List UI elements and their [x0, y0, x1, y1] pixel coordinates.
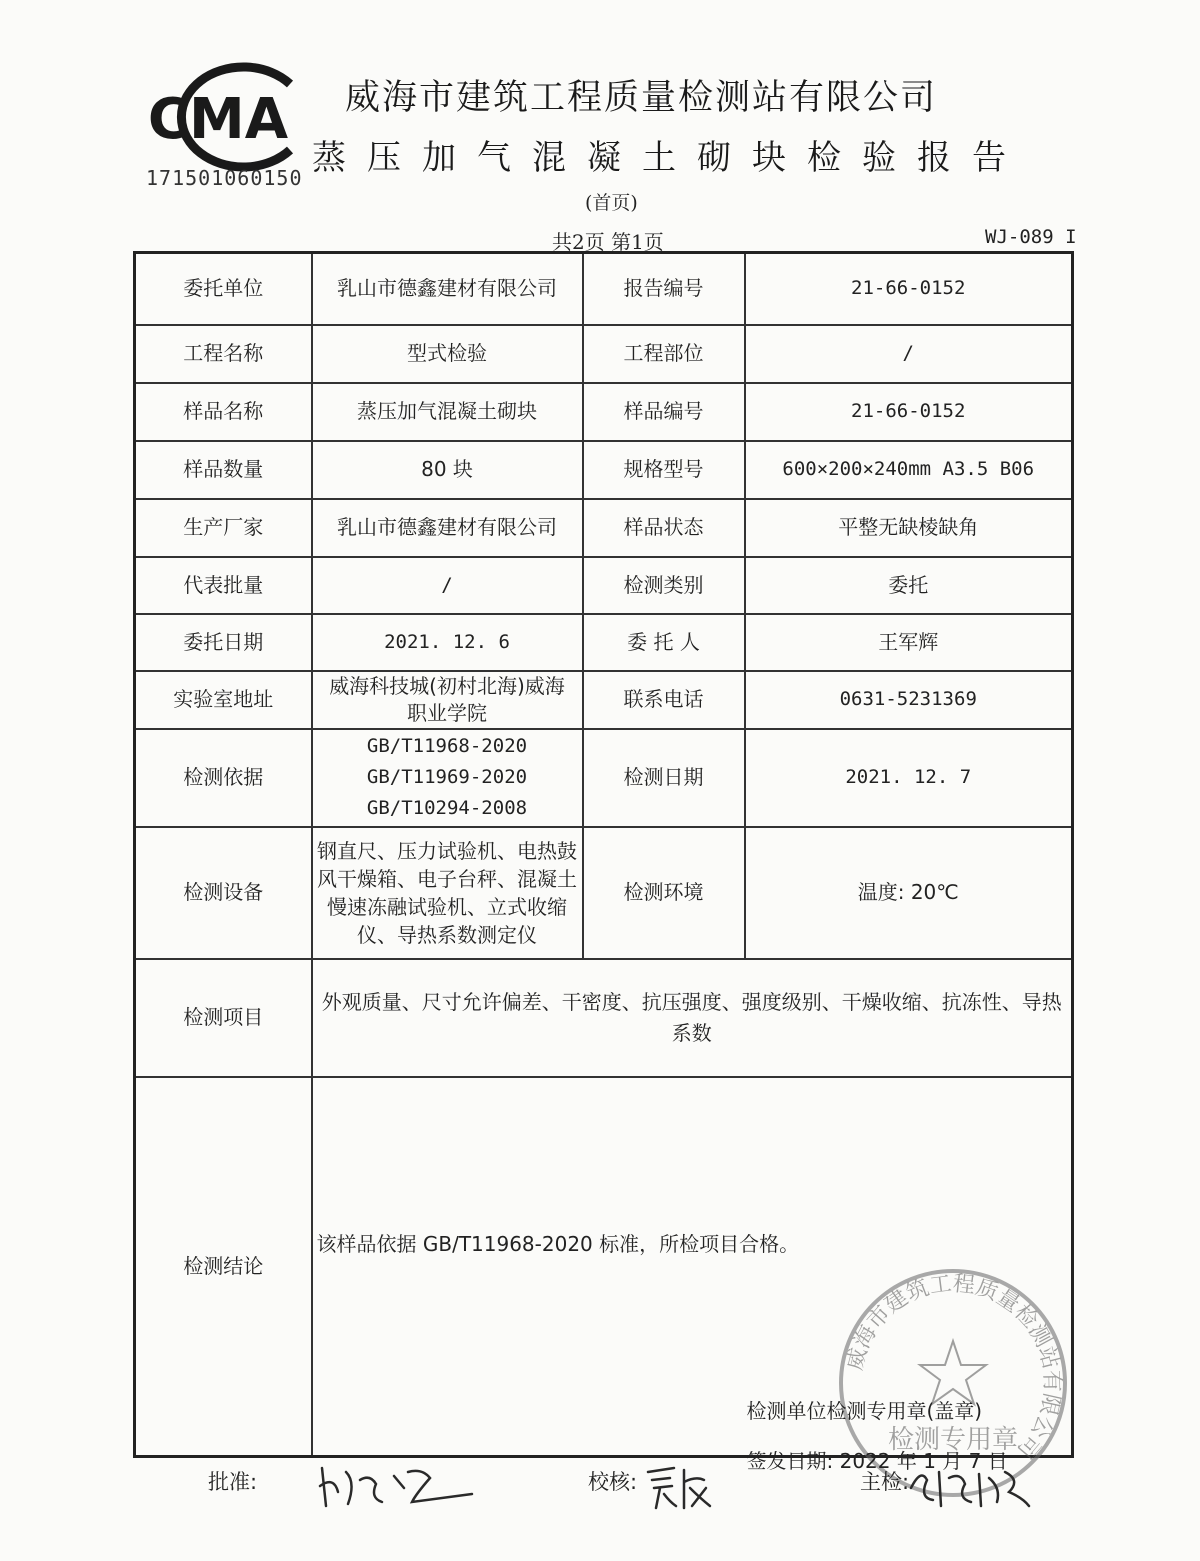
- test-type-label: 检测类别: [583, 557, 745, 614]
- cma-cert-code: 171501060150: [146, 166, 303, 190]
- spec-label: 规格型号: [583, 441, 745, 499]
- report-no-value: 21-66-0152: [745, 253, 1073, 325]
- sample-name-value: 蒸压加气混凝土砌块: [312, 383, 583, 441]
- items-value: 外观质量、尺寸允许偏差、干密度、抗压强度、强度级别、干燥收缩、抗冻性、导热系数: [312, 959, 1073, 1077]
- cma-logo-text: CMA: [147, 87, 289, 152]
- review-label: 校核:: [588, 1470, 638, 1494]
- items-label: 检测项目: [135, 959, 312, 1077]
- spec-value: 600×200×240mm A3.5 B06: [745, 441, 1073, 499]
- company-name: 威海市建筑工程质量检测站有限公司: [345, 78, 938, 118]
- project-label: 工程名称: [135, 325, 312, 383]
- sample-qty-value: 80 块: [312, 441, 583, 499]
- table-row: [135, 827, 1073, 959]
- table-row: [135, 499, 1073, 557]
- table-row: [135, 614, 1073, 671]
- equipment-value: 钢直尺、压力试验机、电热鼓风干燥箱、电子台秤、混凝土慢速冻融试验机、立式收缩仪、导热系数测定仪: [312, 827, 583, 959]
- entrust-person-label: 委 托 人: [583, 614, 745, 671]
- page-subtitle: (首页): [585, 192, 638, 214]
- seal-center-text: 检测专用章: [887, 1424, 1018, 1455]
- batch-label: 代表批量: [135, 557, 312, 614]
- page-count: 共2页 第1页: [552, 230, 664, 254]
- basis-values: [312, 729, 583, 827]
- entrust-person-value: 王军辉: [745, 614, 1073, 671]
- table-row: [135, 959, 1073, 1077]
- client-label: 委托单位: [135, 253, 312, 325]
- table-row: [135, 383, 1073, 441]
- commission-date-label: 委托日期: [135, 614, 312, 671]
- sample-name-label: 样品名称: [135, 383, 312, 441]
- approve-label: 批准:: [208, 1470, 258, 1494]
- table-row: [135, 253, 1073, 325]
- table-row: [135, 441, 1073, 499]
- sample-state-value: 平整无缺棱缺角: [745, 499, 1073, 557]
- issue-date: 签发日期: 2022 年 1 月 7 日: [746, 1448, 1008, 1473]
- project-value: 型式检验: [312, 325, 583, 383]
- cma-logo: [140, 62, 300, 172]
- part-label: 工程部位: [583, 325, 745, 383]
- lab-address-value: 威海科技城(初村北海)威海职业学院: [312, 671, 583, 729]
- phone-label: 联系电话: [583, 671, 745, 729]
- equipment-label: 检测设备: [135, 827, 312, 959]
- sample-qty-label: 样品数量: [135, 441, 312, 499]
- batch-value: /: [312, 557, 583, 614]
- seal-note: 检测单位检测专用章(盖章): [746, 1398, 983, 1423]
- test-date-value: 2021. 12. 7: [745, 729, 1073, 827]
- environment-label: 检测环境: [583, 827, 745, 959]
- commission-date-value: 2021. 12. 6: [312, 614, 583, 671]
- review-signature: [640, 1458, 720, 1518]
- conclusion-text: 该样品依据 GB/T11968-2020 标准，所检项目合格。: [316, 1231, 800, 1256]
- table-row: [135, 671, 1073, 729]
- sample-no-value: 21-66-0152: [745, 383, 1073, 441]
- table-row: [135, 557, 1073, 614]
- test-date-label: 检测日期: [583, 729, 745, 827]
- table-row: [135, 1077, 1073, 1457]
- form-code: WJ-089 I: [985, 226, 1077, 248]
- sample-no-label: 样品编号: [583, 383, 745, 441]
- basis-standard: GB/T11969-2020: [366, 766, 528, 788]
- report-table: [133, 251, 1074, 1473]
- manufacturer-label: 生产厂家: [135, 499, 312, 557]
- approve-signature: [312, 1458, 482, 1518]
- inspect-label: 主检:: [860, 1470, 910, 1494]
- part-value: /: [745, 325, 1073, 383]
- report-no-label: 报告编号: [583, 253, 745, 325]
- environment-value: 温度: 20℃: [745, 827, 1073, 959]
- inspect-signature: [905, 1458, 1035, 1518]
- sample-state-label: 样品状态: [583, 499, 745, 557]
- seal-ring-text: 威海市建筑工程质量检测站有限公司: [842, 1270, 1064, 1463]
- basis-standard: GB/T11968-2020: [366, 735, 528, 757]
- lab-address-label: 实验室地址: [135, 671, 312, 729]
- conclusion-label: 检测结论: [135, 1077, 312, 1457]
- client-value: 乳山市德鑫建材有限公司: [312, 253, 583, 325]
- conclusion-cell: [312, 1077, 1073, 1473]
- report-title: 蒸压加气混凝土砌块检验报告: [312, 138, 1027, 178]
- manufacturer-value: 乳山市德鑫建材有限公司: [312, 499, 583, 557]
- table-row: [135, 325, 1073, 383]
- basis-label: 检测依据: [135, 729, 312, 827]
- table-row: [135, 729, 1073, 827]
- basis-standard: GB/T10294-2008: [366, 797, 528, 819]
- phone-value: 0631-5231369: [745, 671, 1073, 729]
- test-type-value: 委托: [745, 557, 1073, 614]
